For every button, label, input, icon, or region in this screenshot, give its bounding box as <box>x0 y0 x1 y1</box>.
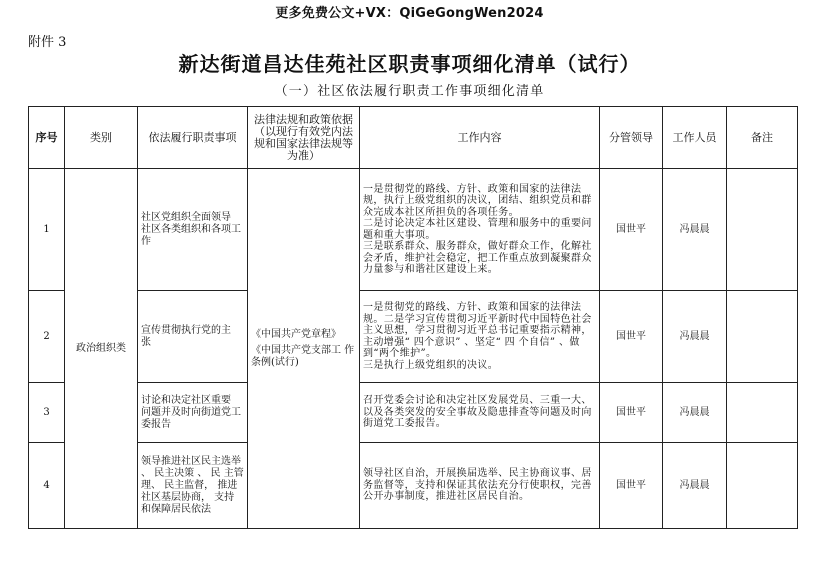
duty-cell: 讨论和决定社区重要 问题并及时向街道党工委报告 <box>138 383 248 443</box>
col-header-leader: 分管领导 <box>600 107 663 169</box>
duty-table <box>28 106 798 529</box>
staff-cell: 冯晨晨 <box>663 169 727 291</box>
col-header-category: 类别 <box>65 107 138 169</box>
attachment-label: 附件 3 <box>28 35 67 50</box>
col-header-basis: 法律法规和政策依据（以现行有效党内法规和国家法律法规等为准） <box>248 107 360 169</box>
table-row <box>29 291 798 383</box>
content-cell <box>360 169 600 291</box>
remark-cell <box>727 383 798 443</box>
content-cell <box>360 443 600 529</box>
remark-cell <box>727 443 798 529</box>
table-row <box>29 443 798 529</box>
col-header-remark: 备注 <box>727 107 798 169</box>
staff-cell: 冯晨晨 <box>663 291 727 383</box>
leader-cell: 国世平 <box>600 383 663 443</box>
remark-cell <box>727 291 798 383</box>
leader-cell: 国世平 <box>600 443 663 529</box>
basis-cell <box>248 169 360 529</box>
category-cell: 政治组织类 <box>65 169 138 529</box>
content-line: 三是执行上级党组织的决议。 <box>363 359 499 371</box>
table-row <box>29 169 798 291</box>
duty-cell: 领导推进社区民主选举 、 民主决策 、 民 主管理、 民主监督， 推进社区基层协商， 支持和保障居民依法 <box>138 443 248 529</box>
document-subtitle: （一）社区依法履行职责工作事项细化清单 <box>274 84 545 99</box>
leader-cell: 国世平 <box>600 169 663 291</box>
remark-cell <box>727 169 798 291</box>
basis-item: 《中国共产党章程》 <box>251 328 341 340</box>
watermark-text: 更多免费公文+VX：QiGeGongWen2024 <box>275 6 544 21</box>
content-line: 三是联系群众、服务群众，做好群众工作，化解社会矛盾，维护社会稳定，把工作重点放到凝聚群众力量参与和谐社区建设上来。 <box>363 241 592 275</box>
row-no: 2 <box>29 291 65 383</box>
staff-cell: 冯晨晨 <box>663 383 727 443</box>
content-line: 领导社区自治，开展换届选举、民主协商议事、居务监督等，支持和保证其依法充分行使职权，完善公开办事制度，推进社区居民自治。 <box>363 468 592 503</box>
duty-cell: 社区党组织全面领导 社区各类组织和各项工作 <box>138 169 248 291</box>
content-line: 一是贯彻党的路线、方针、政策和国家的法律法规。二是学习宣传贯彻习近平新时代中国特色社会主义思想，学习贯彻习近平总书记重要指示精神，主动增强“ 四个意识” 、坚定“ 四 个自信” 、做到“两个维护”。 <box>363 302 592 359</box>
col-header-staff: 工作人员 <box>663 107 727 169</box>
basis-item: 《中国共产党支部工 作条例(试行) <box>251 344 355 368</box>
row-no: 4 <box>29 443 65 529</box>
content-line: 一是贯彻党的路线、方针、政策和国家的法律法规，执行上级党组织的决议，团结、组织党员和群众完成本社区所担负的各项任务。 <box>363 183 592 218</box>
duty-cell: 宣传贯彻执行党的主 张 <box>138 291 248 383</box>
table-header-row <box>29 107 798 169</box>
row-no: 3 <box>29 383 65 443</box>
col-header-duty: 依法履行职责事项 <box>138 107 248 169</box>
leader-cell: 国世平 <box>600 291 663 383</box>
row-no: 1 <box>29 169 65 291</box>
content-cell <box>360 383 600 443</box>
table-row <box>29 383 798 443</box>
content-cell <box>360 291 600 383</box>
document-title: 新达街道昌达佳苑社区职责事项细化清单（试行） <box>178 52 641 76</box>
content-line: 二是讨论决定本社区建设、管理和服务中的重要问题和重大事项。 <box>363 218 592 241</box>
col-header-content: 工作内容 <box>360 107 600 169</box>
content-line: 召开党委会讨论和决定社区发展党员、三重一大、以及各类突发的安全事故及隐患排查等问题及时向街道党工委报告。 <box>363 395 592 430</box>
col-header-no: 序号 <box>29 107 65 169</box>
staff-cell: 冯晨晨 <box>663 443 727 529</box>
